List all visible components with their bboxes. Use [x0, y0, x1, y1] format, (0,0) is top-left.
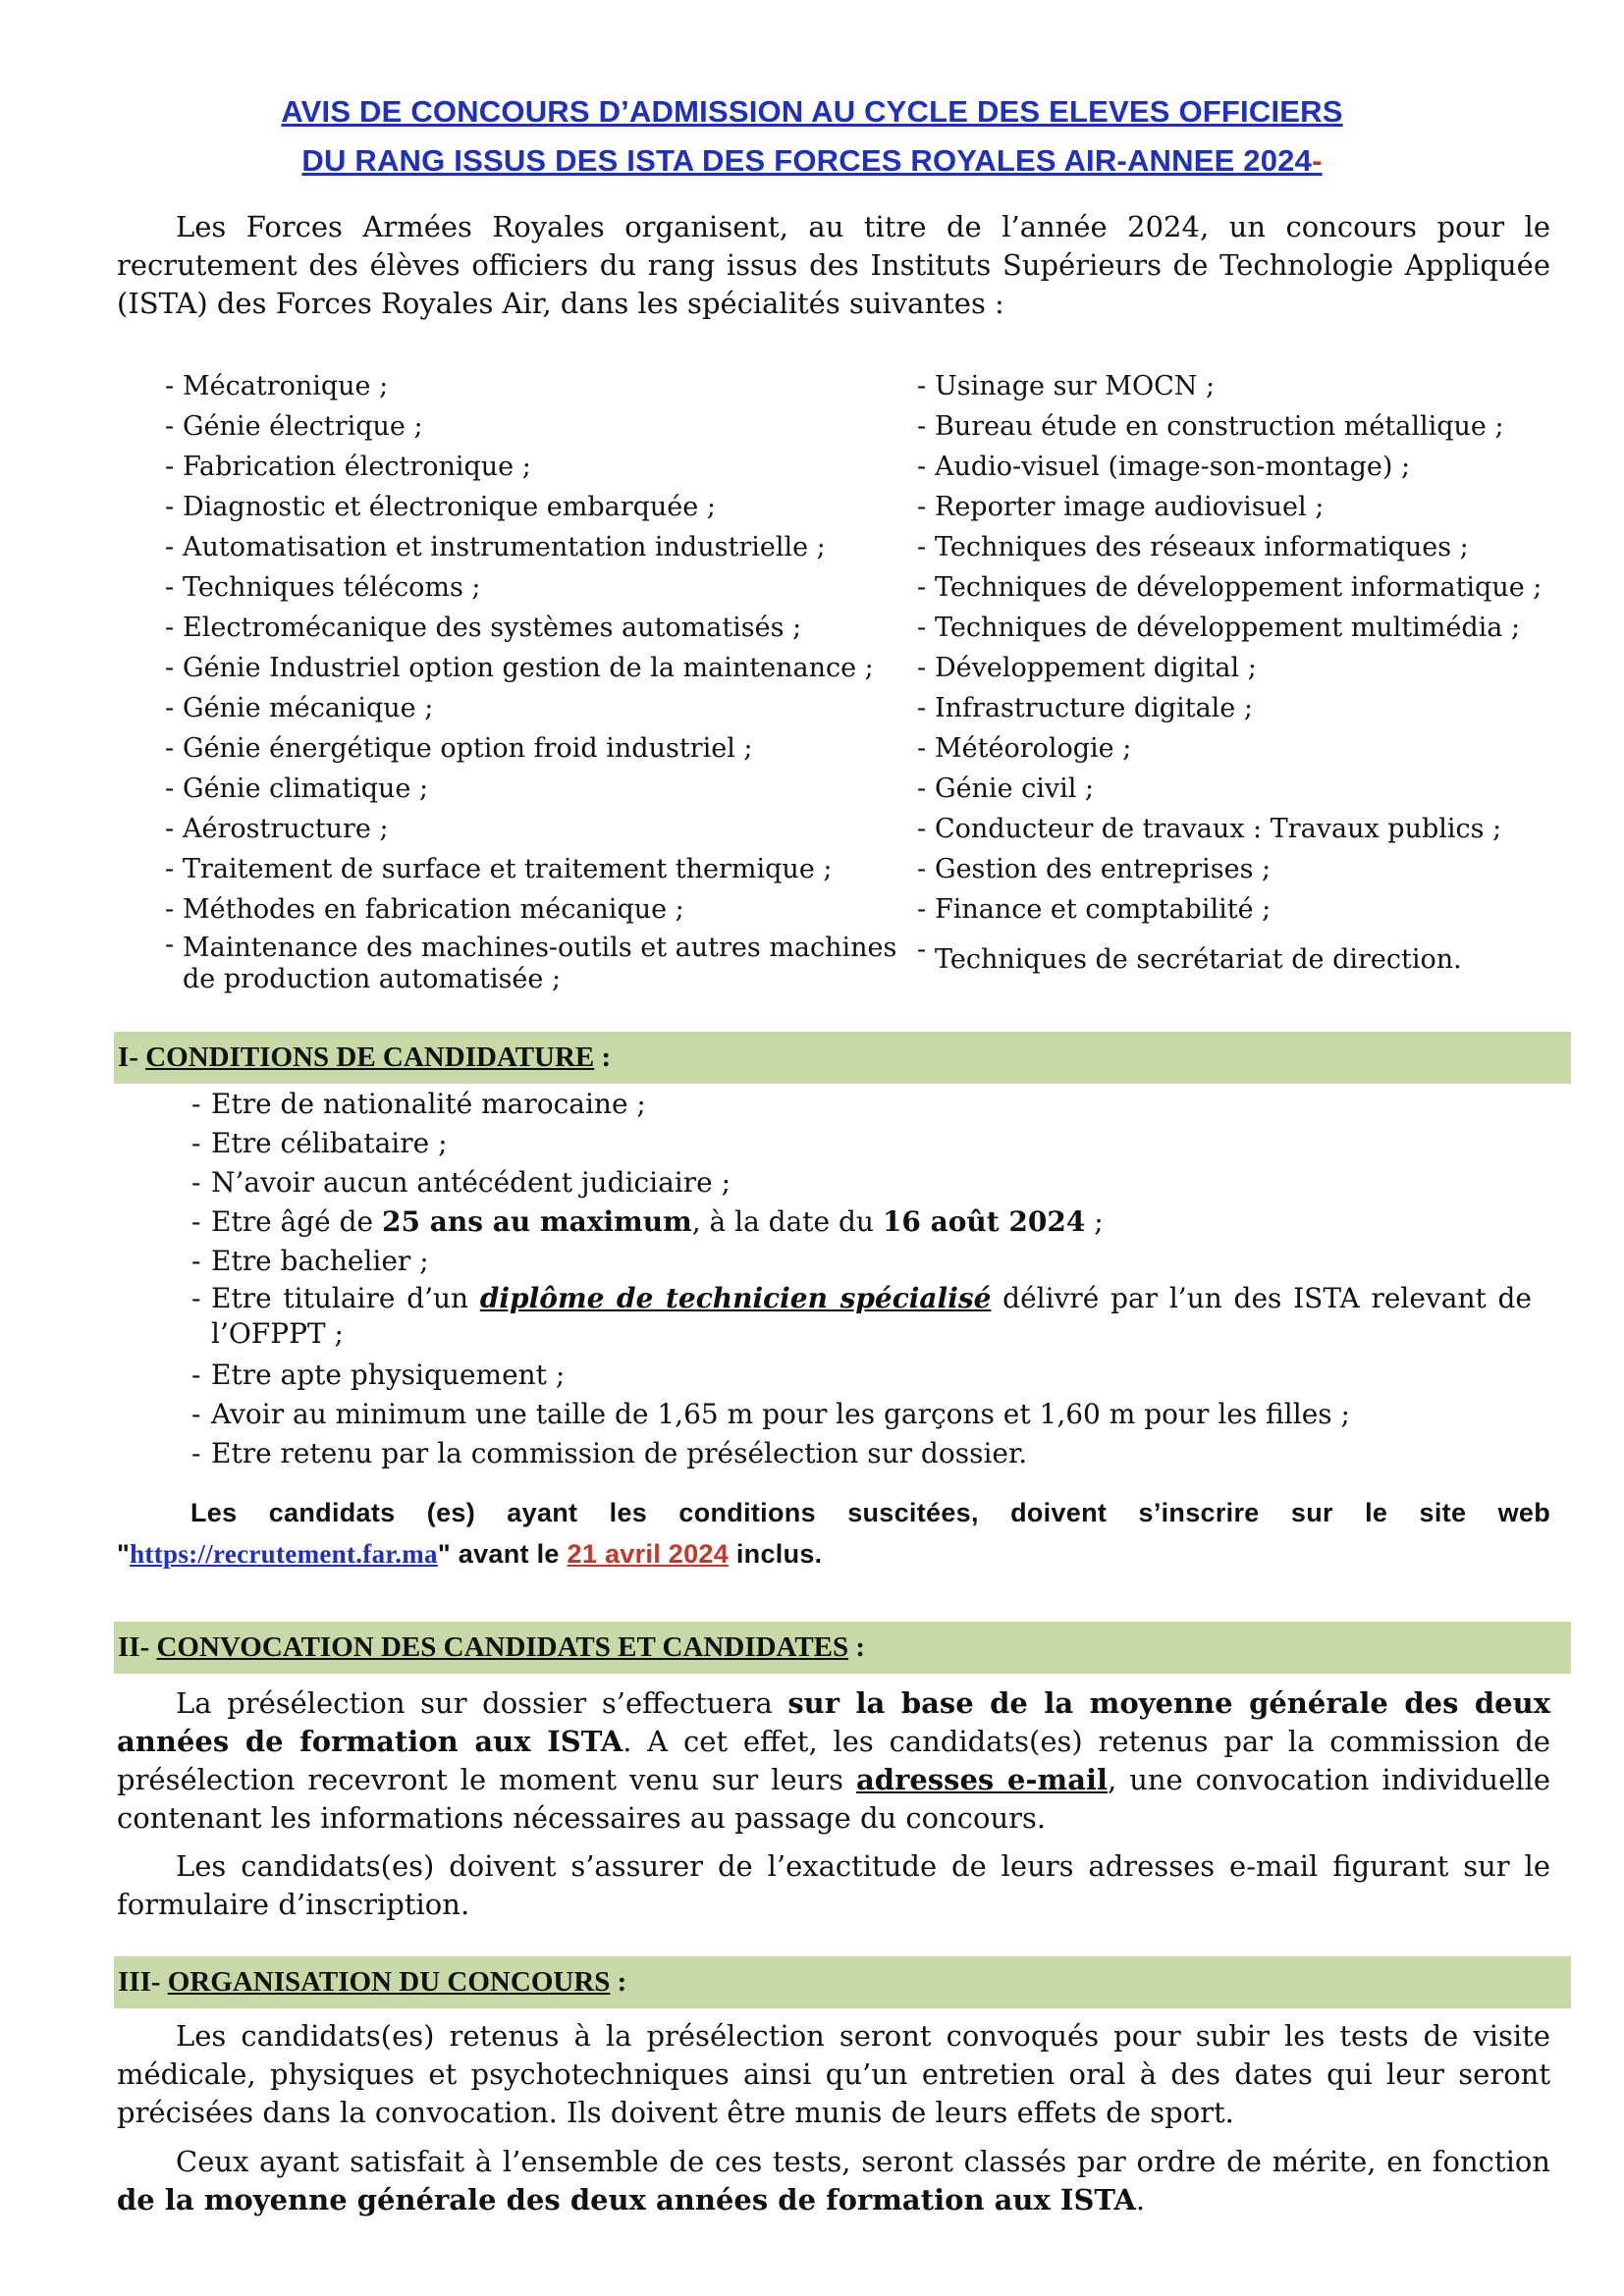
- deadline-date: 21 avril 2024: [567, 1539, 730, 1569]
- specialty-item: - Maintenance des machines-outils et autres machines de production automatisée ;: [165, 930, 897, 994]
- title-text-2: DU RANG ISSUS DES ISTA DES FORCES ROYALES AIR-ANNEE 2024: [301, 143, 1313, 178]
- specialty-item: - Météorologie ;: [917, 733, 1132, 764]
- title-line-1: [0, 94, 1624, 130]
- specialty-item: - Techniques de développement informatique ;: [917, 572, 1543, 603]
- specialty-item: - Génie mécanique ;: [165, 693, 434, 723]
- specialties-left-list: [165, 366, 911, 998]
- specialty-item: - Automatisation et instrumentation industrielle ;: [165, 532, 826, 562]
- intro-paragraph: Les Forces Armées Royales organisent, au titre de l’année 2024, un concours pour le recrutement des élèves officiers du rang issus des Instituts Supérieurs de Technologie Appliquée (ISTA) des Forces Royales Air, dans les spécialités suivantes :: [117, 210, 1550, 320]
- conditions-list: [191, 1085, 1532, 1473]
- title-dash: -: [1312, 143, 1323, 178]
- specialty-item: - Génie électrique ;: [165, 411, 423, 442]
- specialty-item: - Usinage sur MOCN ;: [917, 371, 1216, 401]
- condition-item: - Etre apte physiquement ;: [191, 1359, 566, 1391]
- section-3-heading: III- ORGANISATION DU CONCOURS :: [118, 1966, 627, 1998]
- specialty-item: - Techniques des réseaux informatiques ;: [917, 532, 1469, 562]
- specialty-item: - Génie énergétique option froid industriel ;: [165, 733, 753, 764]
- title-line-2: [0, 143, 1624, 179]
- specialty-item: - Techniques de développement multimédia ;: [917, 613, 1521, 643]
- specialty-item: - Aérostructure ;: [165, 814, 389, 844]
- specialty-item: - Traitement de surface et traitement thermique ;: [165, 854, 833, 884]
- condition-item: - Etre célibataire ;: [191, 1127, 448, 1159]
- specialty-item: - Bureau étude en construction métallique ;: [917, 411, 1504, 442]
- condition-item: - N’avoir aucun antécédent judiciaire ;: [191, 1166, 731, 1199]
- specialties-right-list: [917, 366, 1585, 980]
- specialty-item: - Mécatronique ;: [165, 371, 389, 401]
- condition-item: - Avoir au minimum une taille de 1,65 m pour les garçons et 1,60 m pour les filles ;: [191, 1398, 1350, 1430]
- section-2-heading: II- CONVOCATION DES CANDIDATS ET CANDIDATES :: [118, 1631, 866, 1663]
- condition-item: - Etre de nationalité marocaine ;: [191, 1088, 646, 1120]
- section-2-paragraph-2: Les candidats(es) doivent s’assurer de l’exactitude de leurs adresses e-mail figurant sur le formulaire d’inscription.: [117, 1849, 1550, 1921]
- title-text-1: AVIS DE CONCOURS D’ADMISSION AU CYCLE DES ELEVES OFFICIERS: [281, 94, 1343, 129]
- section-3-paragraph-2: Ceux ayant satisfait à l’ensemble de ces tests, seront classés par ordre de mérite, en fonction de la moyenne générale des deux années de formation aux ISTA.: [117, 2145, 1550, 2216]
- specialty-item: - Méthodes en fabrication mécanique ;: [165, 894, 684, 925]
- specialty-item: - Développement digital ;: [917, 653, 1257, 683]
- specialty-item: - Techniques de secrétariat de direction.: [917, 934, 1462, 975]
- recruitment-link[interactable]: https://recrutement.far.ma: [130, 1539, 438, 1569]
- specialty-item: - Fabrication électronique ;: [165, 452, 531, 482]
- section-3-paragraph-1: Les candidats(es) retenus à la présélection seront convoqués pour subir les tests de visite médicale, physiques et psychotechniques ainsi qu’un entretien oral à des dates qui leur seront précisées dans la convocation. Ils doivent être munis de leurs effets de sport.: [117, 2019, 1550, 2129]
- specialty-item: - Electromécanique des systèmes automatisés ;: [165, 613, 802, 643]
- specialty-item: - Finance et comptabilité ;: [917, 894, 1272, 925]
- condition-item: - Etre âgé de 25 ans au maximum, à la date du 16 août 2024 ;: [191, 1205, 1104, 1238]
- specialty-item: - Reporter image audiovisuel ;: [917, 492, 1325, 522]
- specialty-item: - Conducteur de travaux : Travaux publics ;: [917, 814, 1502, 844]
- section-1-heading: I- CONDITIONS DE CANDIDATURE :: [118, 1041, 612, 1073]
- registration-notice: Les candidats (es) ayant les conditions suscitées, doivent s’inscrire sur le site web "https://recrutement.far.ma" avant le 21 avril 2024 inclus.: [117, 1498, 1550, 1569]
- condition-item: - Etre titulaire d’un diplôme de technicien spécialisé délivré par l’un des ISTA relevant de l’OFPPT ;: [191, 1282, 1532, 1350]
- specialty-item: - Génie climatique ;: [165, 774, 429, 804]
- specialty-item: - Génie Industriel option gestion de la maintenance ;: [165, 653, 874, 683]
- section-2-paragraph-1: La présélection sur dossier s’effectuera sur la base de la moyenne générale des deux années de formation aux ISTA. A cet effet, les candidats(es) retenus par la commission de présélection recevront le moment venu sur leurs adresses e-mail, une convocation individuelle contenant les informations nécessaires au passage du concours.: [117, 1686, 1550, 1835]
- condition-item: - Etre bachelier ;: [191, 1245, 429, 1277]
- specialty-item: - Génie civil ;: [917, 774, 1095, 804]
- specialty-item: - Techniques télécoms ;: [165, 572, 481, 603]
- specialty-item: - Audio-visuel (image-son-montage) ;: [917, 452, 1411, 482]
- specialty-item: - Gestion des entreprises ;: [917, 854, 1272, 884]
- specialty-item: - Infrastructure digitale ;: [917, 693, 1253, 723]
- specialty-item: - Diagnostic et électronique embarquée ;: [165, 492, 716, 522]
- condition-item: - Etre retenu par la commission de présélection sur dossier.: [191, 1437, 1028, 1469]
